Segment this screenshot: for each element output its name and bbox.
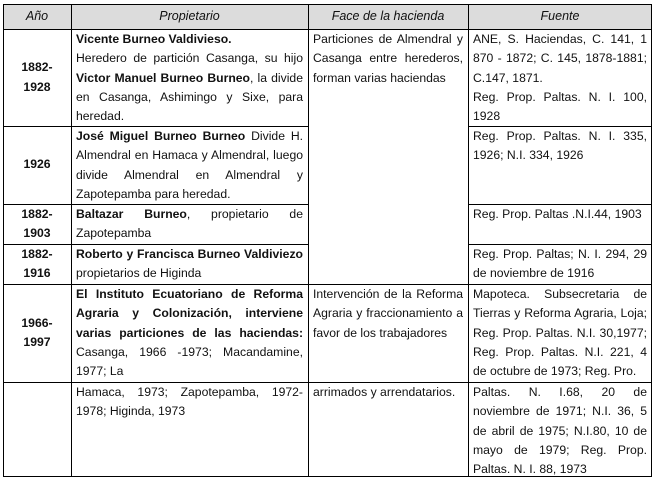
header-owner: Propietario xyxy=(71,4,308,29)
hacienda-table xyxy=(3,4,652,477)
source-text: ANE, S. Haciendas, C. 141, 1 870 - 1872; C. 145, 1878-1881; C.147, 1871. xyxy=(473,32,647,85)
table-border xyxy=(468,126,652,127)
table-border xyxy=(308,4,309,477)
source-cell xyxy=(468,204,652,244)
source-cell xyxy=(468,126,652,204)
source-text: Mapoteca. Subsecretaria de Tierras y Reforma Agraria, Loja; Reg. Prop. Paltas. N.I. 30,1977; Reg. Prop. Paltas. N.I. 221, 4 de octubre de 1973; Reg. Pro. xyxy=(473,287,647,379)
source-text: Reg. Prop. Paltas; N. I. 294, 29 de noviembre de 1916 xyxy=(473,247,647,281)
table-border xyxy=(3,204,308,205)
year-start: 1882- xyxy=(21,246,53,261)
phase-cell xyxy=(308,29,468,284)
year-end: 1903 xyxy=(23,226,51,240)
year-end: 1928 xyxy=(23,79,51,94)
table-border xyxy=(651,4,652,477)
table-border xyxy=(3,29,652,30)
owner-cell xyxy=(71,244,308,284)
header-year: Año xyxy=(3,4,71,29)
owner-name: José Miguel Burneo Burneo xyxy=(76,129,246,143)
year-cell xyxy=(3,284,71,382)
table-border xyxy=(3,476,652,477)
year-start: 1882- xyxy=(21,206,53,221)
owner-note: , propietario de Zapotepamba xyxy=(76,207,303,241)
year-start: 1926 xyxy=(23,157,51,172)
table-border xyxy=(3,382,652,383)
source-cell xyxy=(468,284,652,382)
phase-cell xyxy=(308,382,468,477)
owner-note: Casanga, 1966 -1973; Macandamine, 1977; La xyxy=(76,344,303,379)
year-start: 1882- xyxy=(21,60,53,75)
source-text: Reg. Prop. Paltas. N. I. 335, 1926; N.I. 334, 1926 xyxy=(473,129,647,163)
phase-text: arrimados y arrendatarios. xyxy=(313,385,456,399)
table-border xyxy=(3,126,308,127)
owner-note: propietarios de Higinda xyxy=(76,266,202,281)
table-border xyxy=(468,204,652,205)
owner-cell xyxy=(71,204,308,244)
source-cell xyxy=(468,29,652,126)
phase-cell xyxy=(308,284,468,382)
year-cell xyxy=(3,204,71,244)
phase-text: Particiones de Almendral y Casanga entre herederos, forman varias haciendas xyxy=(313,32,463,85)
table-border xyxy=(468,4,469,477)
owner-name: Vicente Burneo Valdivieso. xyxy=(76,32,232,46)
source-cell xyxy=(468,382,652,477)
table-border xyxy=(3,4,652,5)
owner-name: Victor Manuel Burneo Burneo xyxy=(76,70,251,85)
owner-name: El Instituto Ecuatoriano de Reforma Agraria y Colonización, interviene varias particiones de las haciendas: xyxy=(76,287,303,340)
owner-cell xyxy=(71,382,308,477)
source-cell xyxy=(468,244,652,284)
owner-name: Baltazar Burneo xyxy=(76,207,187,221)
header-source: Fuente xyxy=(468,4,652,29)
table-border xyxy=(71,4,72,477)
owner-name: Roberto y Francisca Burneo Valdiviezo xyxy=(76,247,303,261)
table-border xyxy=(468,244,652,245)
owner-note: Hamaca, 1973; Zapotepamba, 1972-1978; Higinda, 1973 xyxy=(76,385,303,419)
header-phase: Face de la hacienda xyxy=(308,4,468,29)
year-end: 1997 xyxy=(23,335,51,349)
year-cell xyxy=(3,29,71,126)
owner-note: Divide H. Almendral en Hamaca y Almendral, luego divide Almendral en Almendral y Zapotepamba para heredad. xyxy=(76,129,304,201)
year-start: 1966- xyxy=(21,315,53,330)
owner-cell xyxy=(71,126,308,204)
phase-text: Intervención de la Reforma Agraria y fraccionamiento a favor de los trabajadores xyxy=(313,287,463,340)
owner-note: , la divide en Casanga, Ashimingo y Sixe, para heredad. xyxy=(76,70,303,124)
year-cell xyxy=(3,244,71,284)
source-text: Paltas. N. I.68, 20 de noviembre de 1971; N.I. 36, 5 de abril de 1975; N.I.80, 10 de mayo de 1979; Reg. Prop. Paltas. N. I. 88, 1973 xyxy=(473,385,647,477)
owner-note: Heredero de partición Casanga, su hijo xyxy=(76,51,303,66)
year-end: 1916 xyxy=(23,266,51,280)
owner-cell xyxy=(71,284,308,382)
source-text: Reg. Prop. Paltas. N. I. 100, 1928 xyxy=(473,89,647,124)
table-border xyxy=(3,4,4,477)
owner-cell xyxy=(71,29,308,126)
year-cell xyxy=(3,126,71,204)
table-border xyxy=(3,244,308,245)
table-border xyxy=(3,284,652,285)
source-text: Reg. Prop. Paltas .N.I.44, 1903 xyxy=(473,207,642,221)
